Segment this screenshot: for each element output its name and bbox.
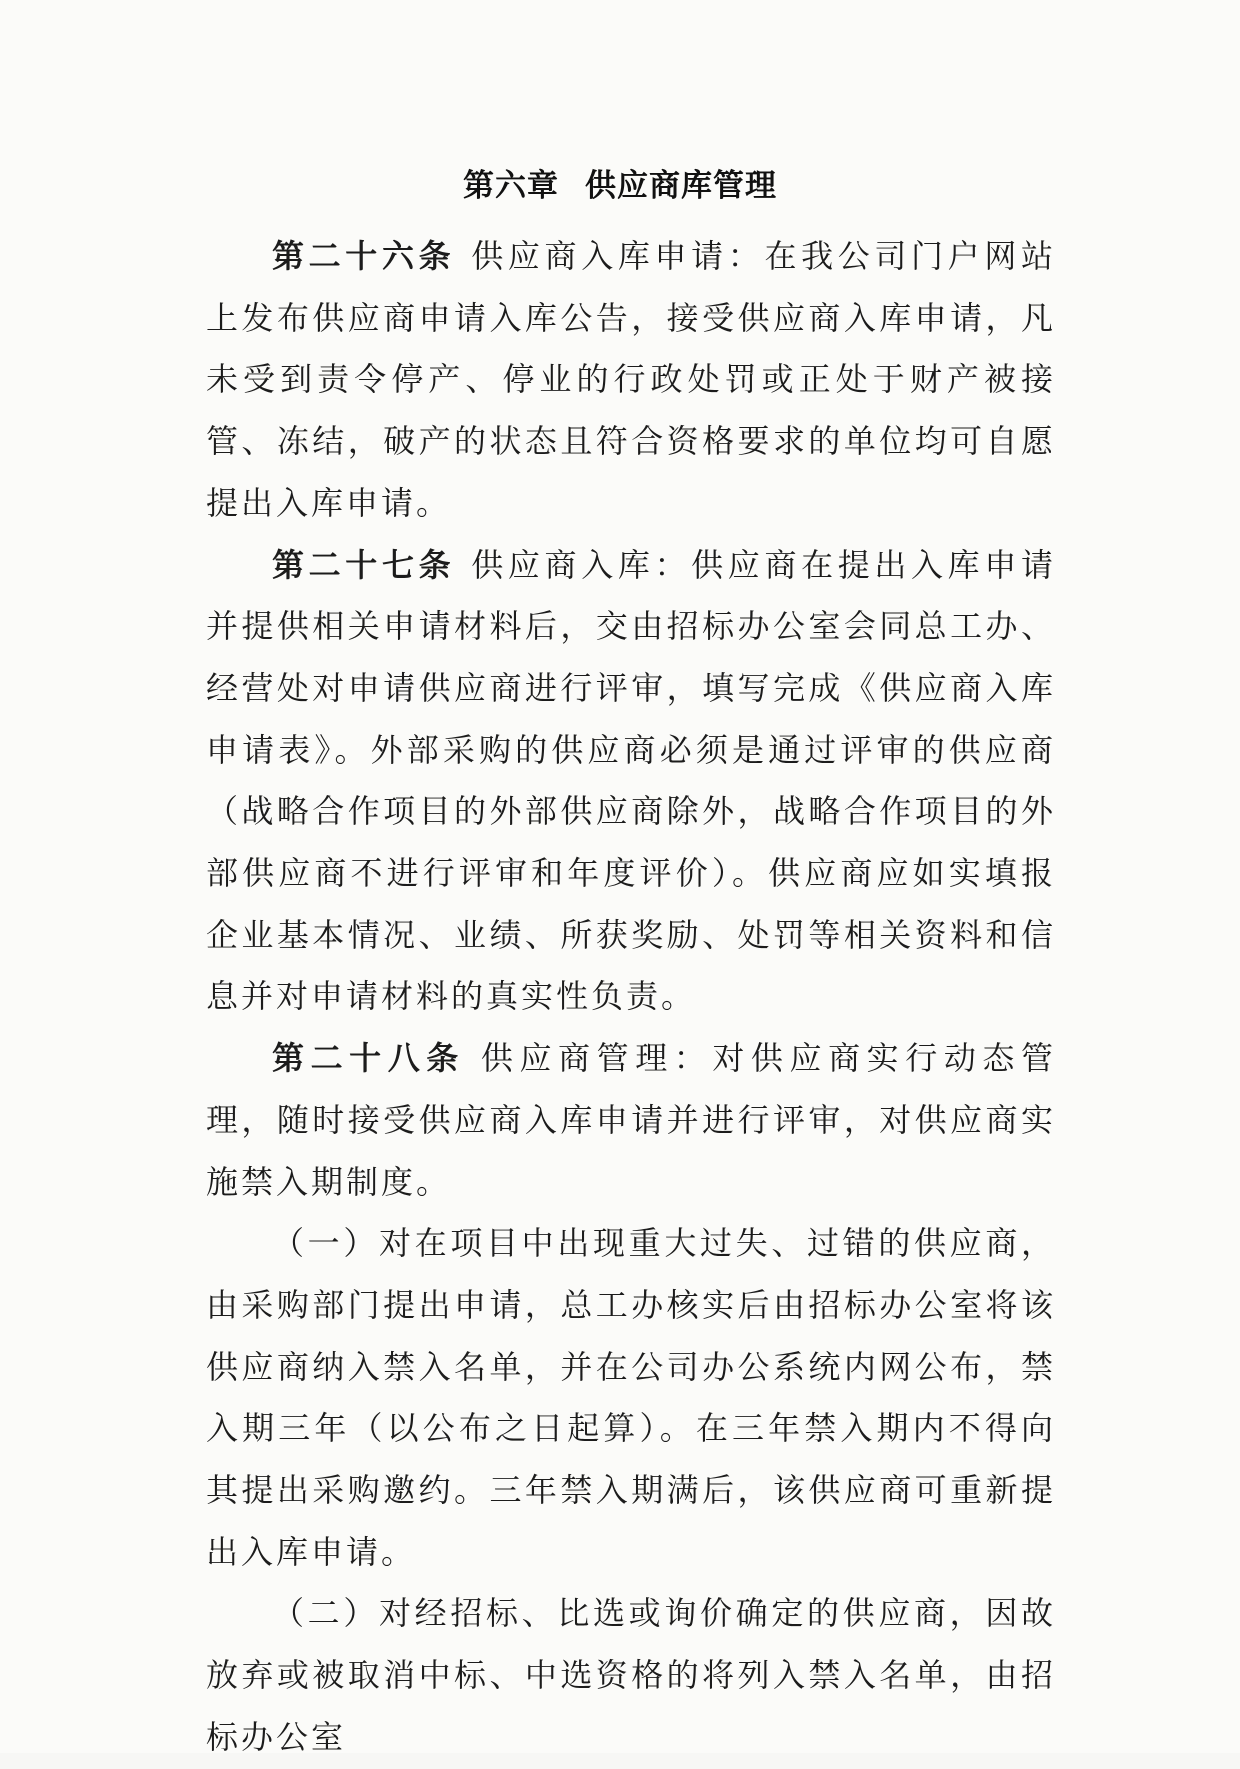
article-26 xyxy=(206,226,1056,535)
article-text: 供应商入库申请：在我公司门户网站上发布供应商申请入库公告，接受供应商入库申请，凡未受到责令停产、停业的行政处罚或正处于财产被接管、冻结，破产的状态且符合资格要求的单位均可自愿提出入库申请。 xyxy=(206,237,1056,522)
article-text: 供应商管理：对供应商实行动态管理，随时接受供应商入库申请并进行评审，对供应商实施禁入期制度。 xyxy=(206,1039,1056,1201)
article-number: 第二十七条 xyxy=(272,545,456,584)
document-body xyxy=(206,226,1056,1769)
clause-1 xyxy=(206,1213,1056,1583)
article-28 xyxy=(206,1028,1056,1213)
clause-text: （二）对经招标、比选或询价确定的供应商，因故放弃或被取消中标、中选资格的将列入禁入名单，由招标办公室 xyxy=(206,1594,1056,1756)
article-text: 供应商入库：供应商在提出入库申请并提供相关申请材料后，交由招标办公室会同总工办、经营处对申请供应商进行评审，填写完成《供应商入库申请表》。外部采购的供应商必须是通过评审的供应商（战略合作项目的外部供应商除外，战略合作项目的外部供应商不进行评审和年度评价）。供应商应如实填报企业基本情况、业绩、所获奖励、处罚等相关资料和信息并对申请材料的真实性负责。 xyxy=(206,545,1056,1016)
chapter-title xyxy=(0,160,1240,205)
chapter-name: 供应商库管理 xyxy=(585,168,777,204)
chapter-number: 第六章 xyxy=(463,168,559,204)
clause-text: （一）对在项目中出现重大过失、过错的供应商，由采购部门提出申请，总工办核实后由招标办公室将该供应商纳入禁入名单，并在公司办公系统内网公布，禁入期三年（以公布之日起算）。在三年禁入期内不得向其提出采购邀约。三年禁入期满后，该供应商可重新提出入库申请。 xyxy=(206,1224,1056,1571)
article-number: 第二十八条 xyxy=(272,1039,465,1078)
article-number: 第二十六条 xyxy=(272,237,456,275)
clause-2 xyxy=(206,1583,1056,1768)
article-27 xyxy=(206,535,1056,1029)
